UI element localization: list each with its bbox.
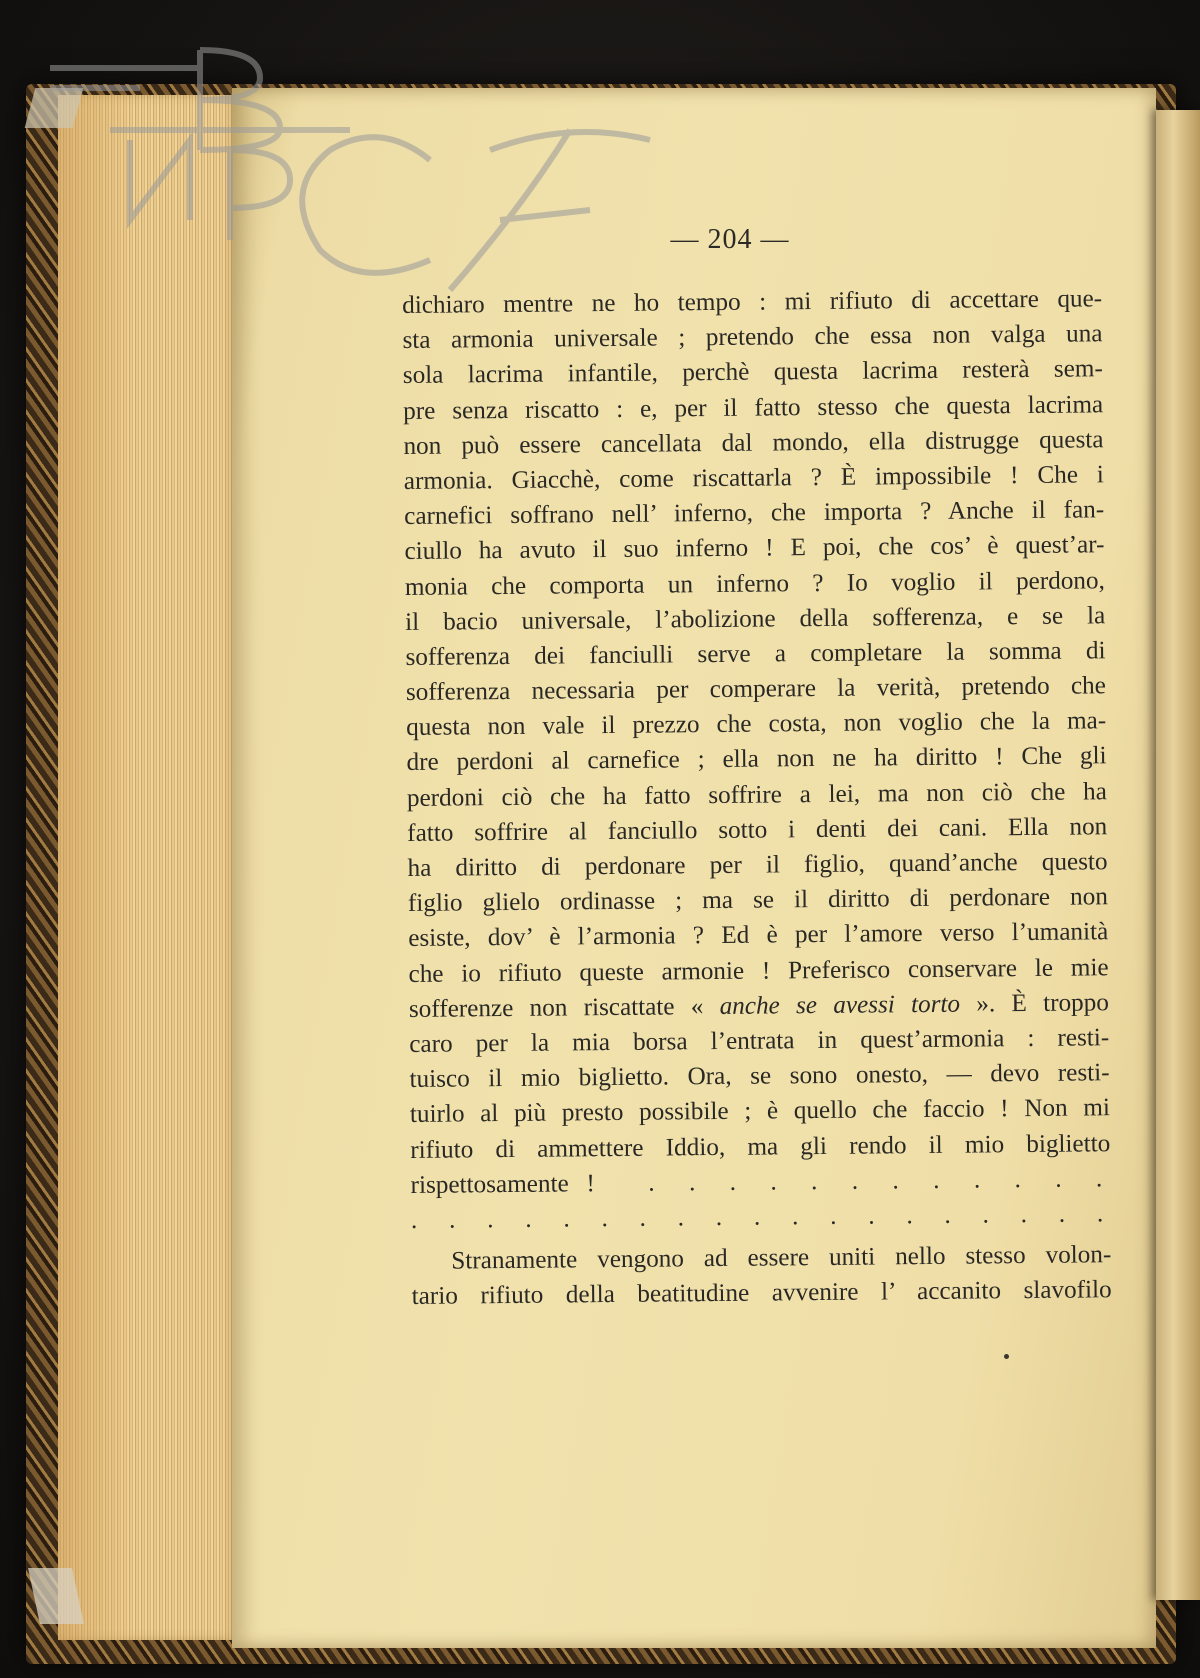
text-segment: sofferenze non riscattate « — [408, 992, 720, 1023]
paragraph-first-line: Stranamente vengono ad essere uniti nello stesso volon- — [451, 1241, 1112, 1275]
text-line: rifiuto di ammettere Iddio, ma gli rendo il mio biglietto — [410, 1129, 1111, 1164]
text-segment: ». È troppo — [959, 988, 1110, 1018]
page-number: — 204 — — [670, 224, 790, 255]
text-line: monia che comporta un inferno ? Io voglio il perdono, — [404, 566, 1105, 601]
text-line: sta armonia universale ; pretendo che essa non valga una — [402, 320, 1103, 355]
dot-leader-line: . . . . . . . . . . . . . . . . . . . — [410, 1200, 1112, 1234]
text-line: caro per la mia borsa l’entrata in quest’armonia : resti- — [409, 1024, 1110, 1058]
italic-quote: anche se avessi torto — [719, 990, 961, 1020]
facing-page-edge — [1156, 110, 1200, 1600]
text-line: che io rifiuto queste armonie ! Preferisco conservare le mie — [408, 953, 1109, 988]
dot-leader: . . . . . . . . . . . . — [648, 1164, 1111, 1197]
page-edges-shadow — [58, 95, 128, 1640]
text-line: perdoni ciò che ha fatto soffrire a lei, ma non ciò che ha — [406, 777, 1107, 812]
text-line: armonia. Giacchè, come riscattarla ? È impossibile ! Che i — [403, 461, 1104, 495]
text-segment: rispettosamente ! — [410, 1169, 595, 1199]
text-line: non può essere cancellata dal mondo, ella distrugge questa — [403, 426, 1104, 460]
text-line: ciullo ha avuto il suo inferno ! E poi, che cos’ è quest’ar- — [404, 531, 1105, 566]
text-line: dichiaro mentre ne ho tempo : mi rifiuto di accettare que- — [402, 285, 1103, 319]
text-line: sofferenza necessaria per comperare la verità, pretendo che — [405, 672, 1106, 707]
text-line: fatto soffrire al fanciullo sotto i denti dei cani. Ella non — [407, 813, 1108, 847]
text-line: pre senza riscatto : e, per il fatto stesso che questa lacrima — [403, 390, 1104, 425]
ink-speck — [1004, 1354, 1009, 1359]
text-line: ha diritto di perdonare per il figlio, quand’anche questo — [407, 848, 1108, 882]
text-line: tuisco il mio biglietto. Ora, se sono onesto, — devo resti- — [409, 1059, 1110, 1094]
text-line: il bacio universale, l’abolizione della sofferenza, e se la — [405, 601, 1106, 636]
text-line: carnefici soffrano nell’ inferno, che importa ? Anche il fan- — [404, 496, 1105, 531]
text-line: questa non vale il prezzo che costa, non voglio che la ma- — [406, 707, 1107, 742]
text-line: figlio glielo ordinasse ; ma se il diritto di perdonare non — [407, 883, 1109, 918]
text-line: esiste, dov’ è l’armonia ? Ed è per l’amore verso l’umanità — [408, 918, 1109, 953]
text-line: sofferenza dei fanciulli serve a completare la somma di — [405, 637, 1106, 671]
text-line: tario rifiuto della beatitudine avvenire l’ accanito slavofilo — [411, 1276, 1112, 1311]
body-text — [402, 281, 1112, 1314]
text-line: sola lacrima infantile, perchè questa lacrima resterà sem- — [402, 355, 1103, 390]
text-line: dre perdoni al carnefice ; ella non ne ha diritto ! Che gli — [406, 742, 1107, 777]
text-line: tuirlo al più presto possibile ; è quello che faccio ! Non mi — [409, 1094, 1111, 1129]
